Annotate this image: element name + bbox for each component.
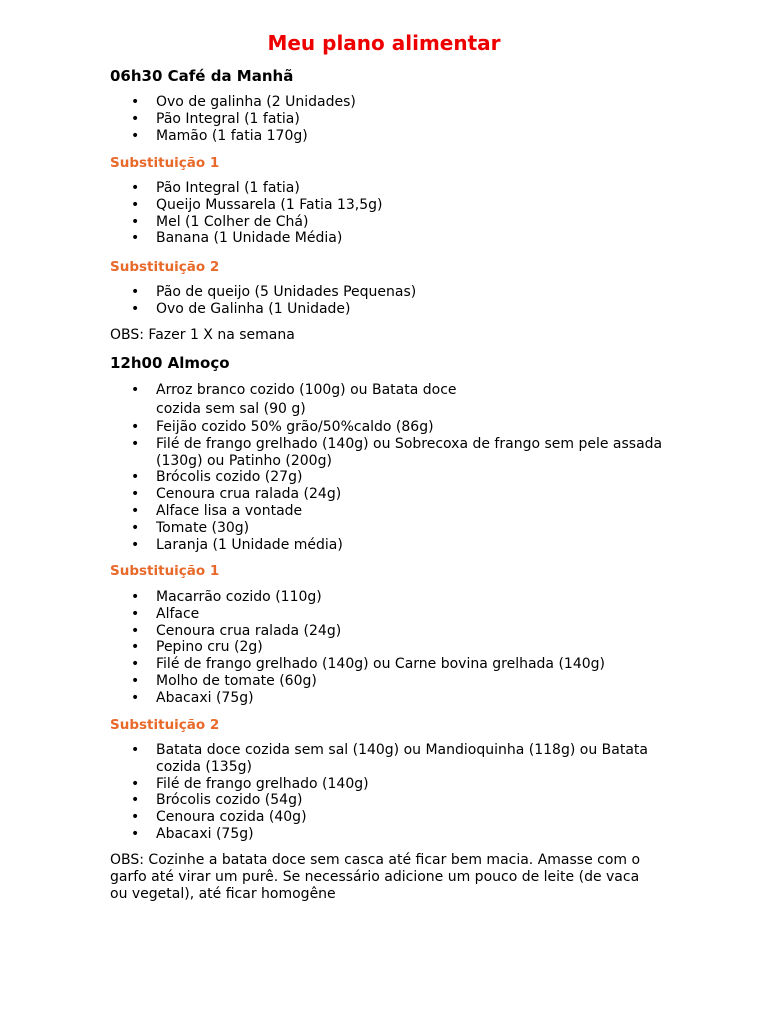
- lunch-substitution-2-label: Substituição 2: [110, 717, 220, 733]
- list-item: • Alface: [110, 606, 670, 623]
- lunch-obs: OBS: Cozinhe a batata doce sem casca até ficar bem macia. Amasse com o garfo até virar um purê. Se necessário adicione um pouco de leite (de vaca ou vegetal), até ficar homogêne: [110, 852, 641, 902]
- list-item: • Tomate (30g): [110, 520, 670, 537]
- list-item: • Pepino cru (2g): [110, 639, 670, 656]
- list-item: • Ovo de Galinha (1 Unidade): [110, 301, 470, 318]
- lunch-heading: 12h00 Almoço: [110, 354, 230, 372]
- list-item: • Filé de frango grelhado (140g): [110, 776, 670, 793]
- list-item: • Pão de queijo (5 Unidades Pequenas): [110, 284, 470, 301]
- list-item: • Arroz branco cozido (100g) ou Batata doce cozida sem sal (90 g): [110, 381, 476, 419]
- list-item: • Queijo Mussarela (1 Fatia 13,5g): [110, 197, 450, 214]
- lunch-substitution-1-label: Substituição 1: [110, 563, 220, 579]
- list-item: • Abacaxi (75g): [110, 826, 670, 843]
- list-item: • Ovo de galinha (2 Unidades): [110, 94, 410, 111]
- breakfast-heading: 06h30 Café da Manhã: [110, 67, 294, 85]
- list-item: • Cenoura crua ralada (24g): [110, 623, 670, 640]
- list-item: • Macarrão cozido (110g): [110, 589, 670, 606]
- breakfast-substitution-2-label: Substituição 2: [110, 259, 220, 275]
- list-item: • Laranja (1 Unidade média): [110, 537, 670, 554]
- list-item: • Mamão (1 fatia 170g): [110, 128, 410, 145]
- list-item: • Cenoura cozida (40g): [110, 809, 670, 826]
- breakfast-substitution-2-list: [110, 284, 470, 318]
- lunch-substitution-2-list: [110, 742, 670, 843]
- list-item: • Banana (1 Unidade Média): [110, 230, 450, 247]
- list-item: • Brócolis cozido (54g): [110, 792, 670, 809]
- list-item: • Cenoura crua ralada (24g): [110, 486, 670, 503]
- list-item: • Alface lisa a vontade: [110, 503, 670, 520]
- list-item: • Abacaxi (75g): [110, 690, 670, 707]
- list-item: • Filé de frango grelhado (140g) ou Carne bovina grelhada (140g): [110, 656, 670, 673]
- page-title: Meu plano alimentar: [267, 31, 501, 55]
- lunch-substitution-1-list: [110, 589, 670, 707]
- breakfast-substitution-1-label: Substituição 1: [110, 155, 220, 171]
- list-item: • Mel (1 Colher de Chá): [110, 214, 450, 231]
- list-item: • Feijão cozido 50% grão/50%caldo (86g): [110, 419, 670, 436]
- breakfast-obs: OBS: Fazer 1 X na semana: [110, 327, 295, 343]
- list-item: • Molho de tomate (60g): [110, 673, 670, 690]
- list-item: • Pão Integral (1 fatia): [110, 111, 410, 128]
- list-item: • Filé de frango grelhado (140g) ou Sobrecoxa de frango sem pele assada (130g) ou Patinho (200g): [110, 436, 670, 470]
- breakfast-list: [110, 94, 410, 144]
- list-item: • Batata doce cozida sem sal (140g) ou Mandioquinha (118g) ou Batata cozida (135g): [110, 742, 670, 776]
- list-item: • Brócolis cozido (27g): [110, 469, 670, 486]
- lunch-list: [110, 381, 670, 553]
- breakfast-substitution-1-list: [110, 180, 450, 247]
- list-item: • Pão Integral (1 fatia): [110, 180, 450, 197]
